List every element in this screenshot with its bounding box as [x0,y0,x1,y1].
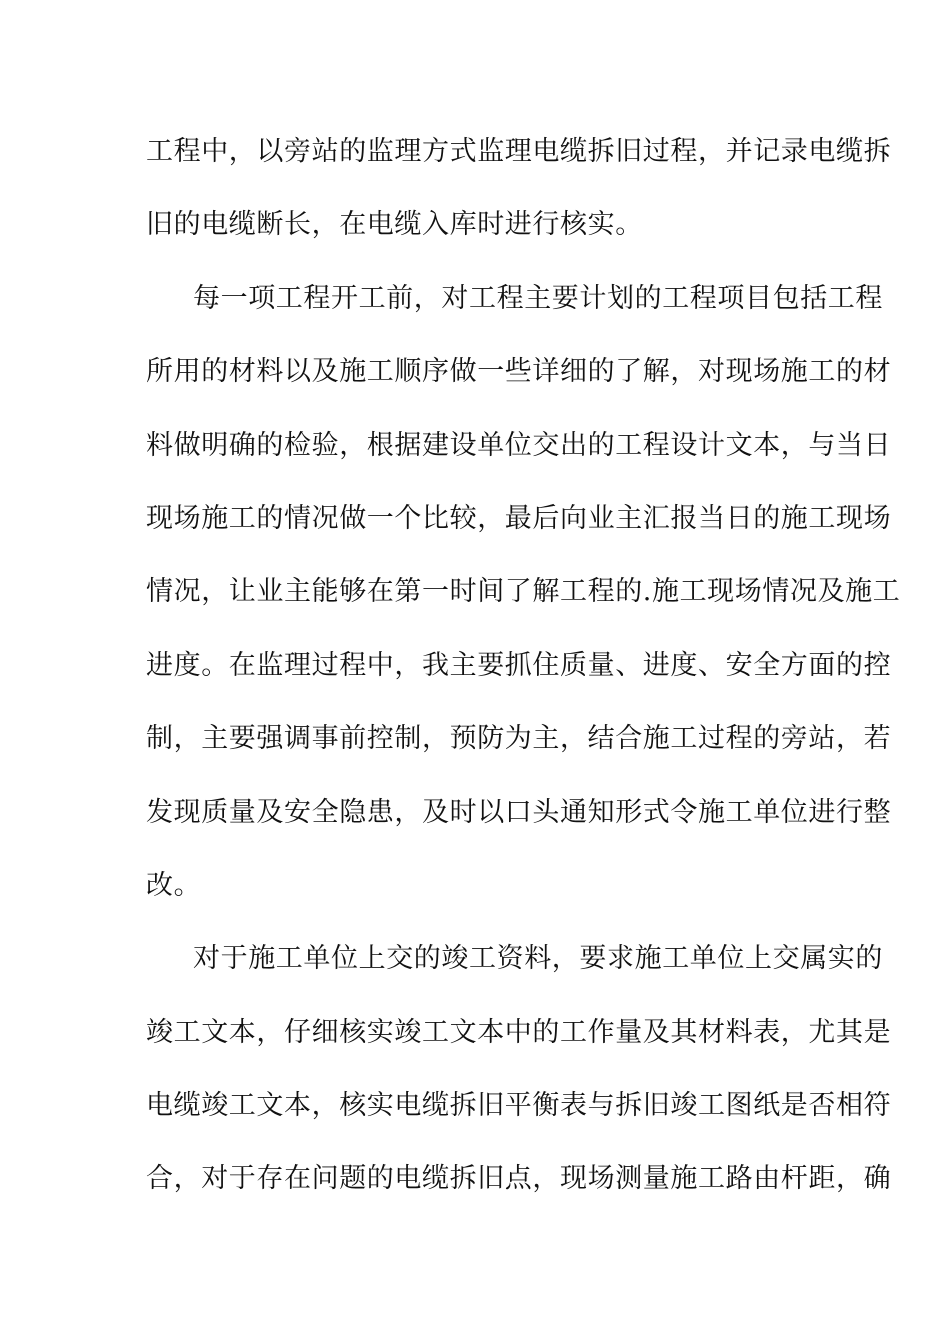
text-line: 情况，让业主能够在第一时间了解工程的.施工现场情况及施工 [146,576,901,608]
text-line: 发现质量及安全隐患，及时以口头通知形式令施工单位进行整 [146,796,892,828]
text-line: 料做明确的检验，根据建设单位交出的工程设计文本，与当日 [146,429,892,461]
text-line: 制，主要强调事前控制，预防为主，结合施工过程的旁站，若 [146,723,892,755]
text-line: 旧的电缆断长，在电缆入库时进行核实。 [146,209,643,241]
text-line: 合，对于存在问题的电缆拆旧点，现场测量施工路由杆距，确 [146,1163,892,1195]
text-line: 竣工文本，仔细核实竣工文本中的工作量及其材料表，尤其是 [146,1016,892,1048]
text-line: 所用的材料以及施工顺序做一些详细的了解，对现场施工的材 [146,356,892,388]
text-line: 电缆竣工文本，核实电缆拆旧平衡表与拆旧竣工图纸是否相符 [146,1090,892,1122]
text-line: 现场施工的情况做一个比较，最后向业主汇报当日的施工现场 [146,502,892,534]
paragraph-start-line: 每一项工程开工前，对工程主要计划的工程项目包括工程 [193,282,883,314]
text-line: 进度。在监理过程中，我主要抓住质量、进度、安全方面的控 [146,649,892,681]
body-text [146,128,901,1229]
text-line: 工程中，以旁站的监理方式监理电缆拆旧过程，并记录电缆拆 [146,136,892,167]
text-line: 改。 [146,869,202,901]
paragraph-start-line: 对于施工单位上交的竣工资料，要求施工单位上交属实的 [193,943,883,975]
